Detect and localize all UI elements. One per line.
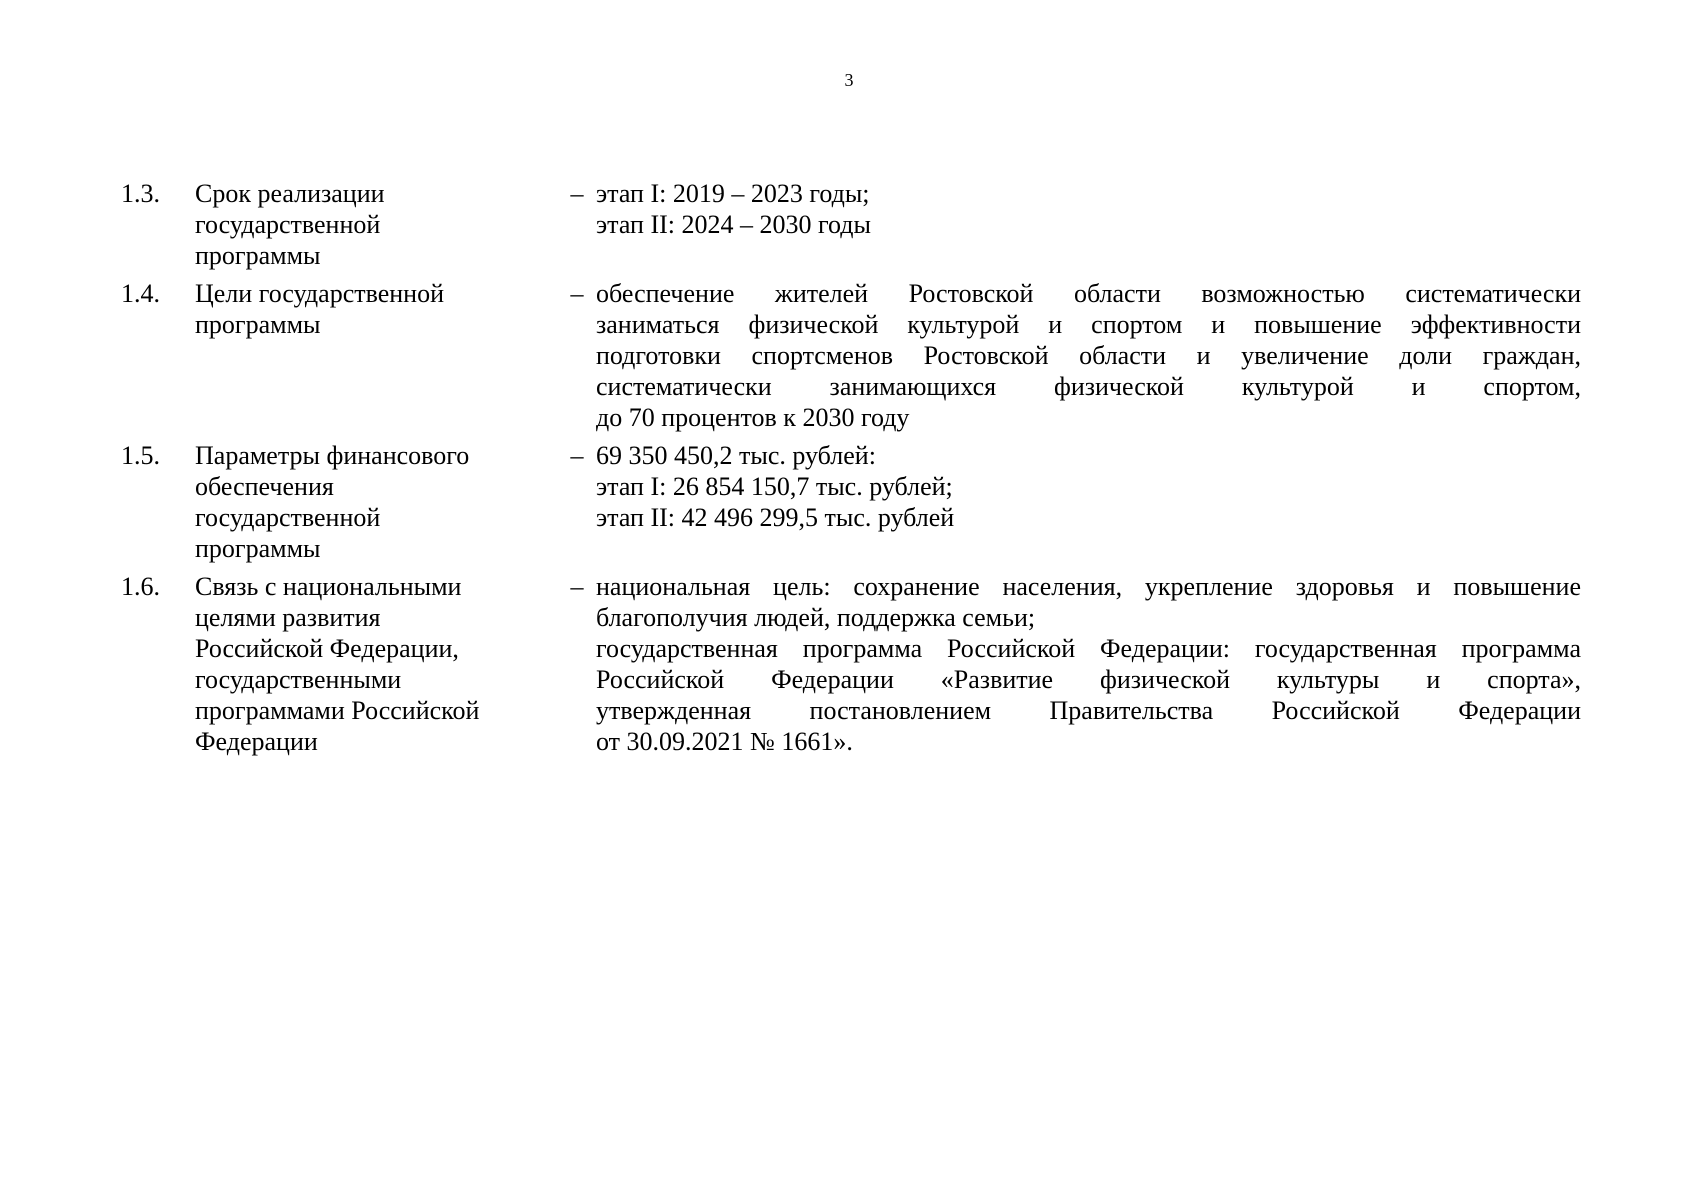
row-dash: – xyxy=(570,441,584,470)
row-value-line: от 30.09.2021 № 1661». xyxy=(596,727,853,756)
row-name-line: целями развития xyxy=(195,603,381,632)
row-dash: – xyxy=(570,279,584,308)
row-name-line: Цели государственной xyxy=(195,279,445,308)
row-name xyxy=(195,278,558,340)
row-value-line: систематически занимающихся физической культурой и спортом, xyxy=(596,372,1581,401)
row-name-line: программы xyxy=(195,241,321,270)
passport-row-goals xyxy=(121,278,1581,433)
passport-row-term xyxy=(121,178,1581,271)
row-value-line: этап II: 2024 – 2030 годы xyxy=(596,210,871,239)
row-name-line: Срок реализации xyxy=(195,179,385,208)
row-number: 1.6. xyxy=(121,572,160,601)
row-dash: – xyxy=(570,179,584,208)
row-name-line: программами Российской xyxy=(195,696,480,725)
row-value-line: 69 350 450,2 тыс. рублей: xyxy=(596,441,876,470)
row-name-line: государственной xyxy=(195,503,381,532)
row-number: 1.3. xyxy=(121,179,160,208)
row-name-line: обеспечения xyxy=(195,472,334,501)
row-value-line: государственная программа Российской Федерации: государственная программа xyxy=(596,634,1581,663)
row-name-line: государственной xyxy=(195,210,381,239)
row-value-line: утвержденная постановлением Правительства Российской Федерации xyxy=(596,696,1581,725)
row-name xyxy=(195,571,558,757)
program-passport-table xyxy=(121,178,1581,757)
row-name-line: Параметры финансового xyxy=(195,441,470,470)
row-name xyxy=(195,440,558,564)
row-value xyxy=(596,178,1581,240)
row-name-line: Российской Федерации, xyxy=(195,634,459,663)
row-value xyxy=(596,278,1581,433)
row-value-line: благополучия людей, поддержка семьи; xyxy=(596,603,1036,632)
row-value-line: подготовки спортсменов Ростовской области и увеличение доли граждан, xyxy=(596,341,1581,370)
row-value-line: Российской Федерации «Развитие физической культуры и спорта», xyxy=(596,665,1581,694)
row-name-line: Связь с национальными xyxy=(195,572,462,601)
row-name-line: государственными xyxy=(195,665,402,694)
row-value-line: национальная цель: сохранение населения, укрепление здоровья и повышение xyxy=(596,572,1581,601)
row-name-line: программы xyxy=(195,310,321,339)
row-name-line: Федерации xyxy=(195,727,318,756)
row-name xyxy=(195,178,558,271)
row-value-line: заниматься физической культурой и спортом и повышение эффективности xyxy=(596,310,1581,339)
page-number: 3 xyxy=(844,70,854,90)
row-value-line: до 70 процентов к 2030 году xyxy=(596,403,910,432)
row-number: 1.4. xyxy=(121,279,160,308)
passport-row-financing xyxy=(121,440,1581,564)
row-value-line: этап II: 42 496 299,5 тыс. рублей xyxy=(596,503,955,532)
row-value xyxy=(596,571,1581,757)
row-value-line: этап I: 26 854 150,7 тыс. рублей; xyxy=(596,472,953,501)
row-value xyxy=(596,440,1581,533)
row-value-line: обеспечение жителей Ростовской области возможностью систематически xyxy=(596,279,1581,308)
row-value-line: этап I: 2019 – 2023 годы; xyxy=(596,179,870,208)
row-dash: – xyxy=(570,572,584,601)
passport-row-national-goals xyxy=(121,571,1581,757)
row-number: 1.5. xyxy=(121,441,160,470)
row-name-line: программы xyxy=(195,534,321,563)
